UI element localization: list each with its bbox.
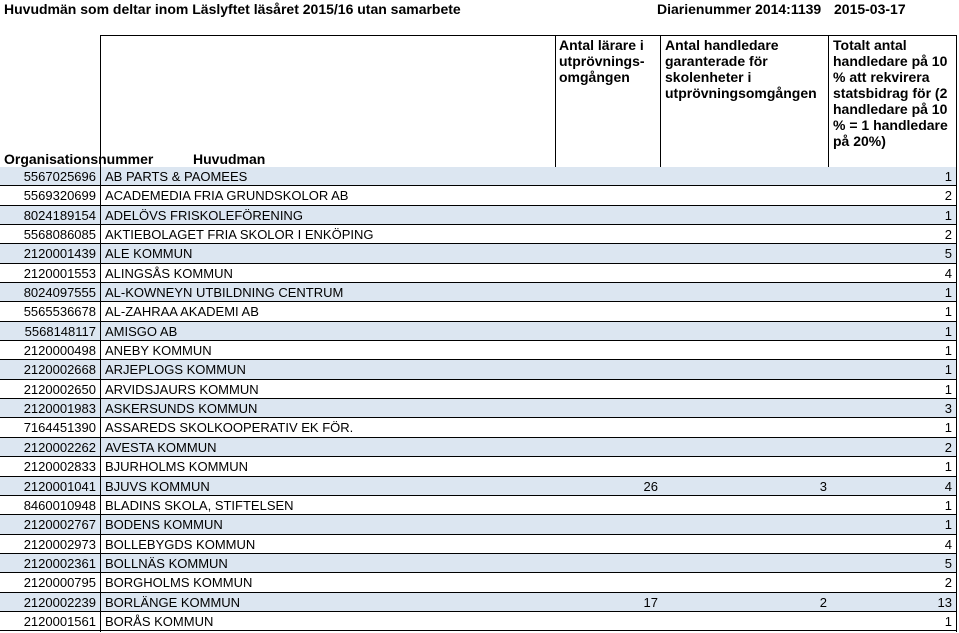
table-row bbox=[0, 593, 959, 612]
column-divider bbox=[660, 35, 661, 168]
table-row bbox=[0, 535, 959, 554]
cell-huvudman: BJURHOLMS KOMMUN bbox=[105, 459, 249, 475]
table-row bbox=[0, 302, 959, 321]
cell-huvudman: ALINGSÅS KOMMUN bbox=[105, 265, 233, 281]
cell-org: 2120001561 bbox=[23, 613, 96, 629]
table-row bbox=[0, 612, 959, 631]
column-divider bbox=[828, 35, 829, 168]
cell-huvudman: ADELÖVS FRISKOLEFÖRENING bbox=[105, 207, 303, 223]
cell-totalt: 1 bbox=[944, 497, 952, 513]
cell-org: 8024189154 bbox=[23, 207, 96, 223]
table-row bbox=[0, 167, 959, 186]
cell-org: 2120002668 bbox=[23, 362, 96, 378]
table-row bbox=[0, 554, 959, 573]
cell-totalt: 1 bbox=[944, 169, 952, 184]
cell-totalt: 4 bbox=[944, 478, 952, 494]
column-header-larare: Antal lärare i utprövnings-omgången bbox=[559, 37, 645, 85]
cell-huvudman: BORÅS KOMMUN bbox=[105, 613, 214, 629]
cell-totalt: 4 bbox=[944, 265, 952, 281]
cell-totalt: 1 bbox=[944, 207, 952, 223]
column-header-org: Organisationsnummer bbox=[4, 151, 154, 167]
cell-totalt: 1 bbox=[944, 381, 952, 397]
cell-totalt: 1 bbox=[944, 459, 952, 475]
table-row bbox=[0, 264, 959, 283]
table-row bbox=[0, 283, 959, 302]
table-row bbox=[0, 341, 959, 360]
cell-huvudman: ANEBY KOMMUN bbox=[105, 343, 212, 359]
table-row bbox=[0, 573, 959, 592]
table-row bbox=[0, 399, 959, 418]
cell-org: 2120002239 bbox=[23, 594, 96, 610]
cell-huvudman: BORGHOLMS KOMMUN bbox=[105, 575, 253, 591]
cell-larare: 17 bbox=[643, 594, 658, 610]
cell-totalt: 1 bbox=[944, 343, 952, 359]
document-title: Huvudmän som deltar inom Läslyftet läsåret 2015/16 utan samarbete bbox=[4, 1, 461, 17]
cell-totalt: 1 bbox=[944, 613, 952, 629]
table-row bbox=[0, 438, 959, 457]
document-date: 2015-03-17 bbox=[834, 1, 906, 17]
cell-org: 7164451390 bbox=[23, 420, 96, 436]
table-row bbox=[0, 244, 959, 263]
cell-org: 5565536678 bbox=[23, 304, 96, 320]
cell-totalt: 5 bbox=[944, 555, 952, 571]
cell-handledare: 2 bbox=[819, 594, 827, 610]
table-row bbox=[0, 457, 959, 476]
cell-huvudman: BLADINS SKOLA, STIFTELSEN bbox=[105, 497, 294, 513]
cell-huvudman: BOLLEBYGDS KOMMUN bbox=[105, 536, 256, 552]
cell-huvudman: AB PARTS & PAOMEES bbox=[105, 169, 248, 184]
table-row bbox=[0, 418, 959, 437]
cell-org: 2120001983 bbox=[23, 401, 96, 417]
cell-totalt: 2 bbox=[944, 575, 952, 591]
cell-totalt: 2 bbox=[944, 227, 952, 243]
cell-huvudman: AKTIEBOLAGET FRIA SKOLOR I ENKÖPING bbox=[105, 227, 374, 243]
cell-totalt: 1 bbox=[944, 517, 952, 533]
cell-huvudman: ASSAREDS SKOLKOOPERATIV EK FÖR. bbox=[105, 420, 354, 436]
cell-org: 2120002973 bbox=[23, 536, 96, 552]
cell-larare: 26 bbox=[643, 478, 658, 494]
table-body bbox=[0, 167, 959, 631]
column-divider bbox=[555, 35, 556, 168]
column-header-handledare: Antal handledare garanterade för skolenheter i utprövningsomgången bbox=[665, 37, 817, 101]
cell-huvudman: BJUVS KOMMUN bbox=[105, 478, 210, 494]
cell-huvudman: ACADEMEDIA FRIA GRUNDSKOLOR AB bbox=[105, 188, 349, 204]
cell-huvudman: ARVIDSJAURS KOMMUN bbox=[105, 381, 259, 397]
cell-org: 5568086085 bbox=[23, 227, 96, 243]
diarienummer: Diarienummer 2014:1139 bbox=[657, 1, 822, 17]
cell-org: 2120002650 bbox=[23, 381, 96, 397]
cell-org: 5568148117 bbox=[24, 323, 96, 339]
table-row bbox=[0, 515, 959, 534]
document-header bbox=[0, 0, 959, 17]
cell-totalt: 2 bbox=[944, 439, 952, 455]
cell-huvudman: AL-ZAHRAA AKADEMI AB bbox=[105, 304, 259, 320]
cell-huvudman: BORLÄNGE KOMMUN bbox=[105, 594, 241, 610]
table-row bbox=[0, 496, 959, 515]
table-row bbox=[0, 477, 959, 496]
cell-totalt: 1 bbox=[944, 304, 952, 320]
cell-totalt: 13 bbox=[937, 594, 952, 610]
cell-totalt: 3 bbox=[944, 401, 952, 417]
cell-huvudman: ASKERSUNDS KOMMUN bbox=[105, 401, 258, 417]
cell-huvudman: BOLLNÄS KOMMUN bbox=[105, 555, 228, 571]
cell-org: 5567025696 bbox=[23, 169, 96, 184]
cell-totalt: 5 bbox=[944, 246, 952, 262]
cell-totalt: 1 bbox=[944, 362, 952, 378]
cell-totalt: 1 bbox=[944, 285, 952, 301]
table-row bbox=[0, 322, 959, 341]
cell-totalt: 1 bbox=[944, 420, 952, 436]
cell-huvudman: BODENS KOMMUN bbox=[105, 517, 223, 533]
table-row bbox=[0, 186, 959, 205]
cell-org: 5569320699 bbox=[23, 188, 96, 204]
cell-org: 2120001553 bbox=[23, 265, 96, 281]
cell-org: 2120002361 bbox=[23, 555, 96, 571]
cell-huvudman: ALE KOMMUN bbox=[105, 246, 193, 262]
cell-huvudman: AL-KOWNEYN UTBILDNING CENTRUM bbox=[105, 285, 344, 301]
table-row bbox=[0, 360, 959, 379]
table-row bbox=[0, 225, 959, 244]
cell-org: 2120002767 bbox=[23, 517, 96, 533]
cell-org: 2120001041 bbox=[23, 478, 96, 494]
cell-org: 8460010948 bbox=[23, 497, 96, 513]
cell-huvudman: AMISGO AB bbox=[105, 323, 178, 339]
table-row bbox=[0, 380, 959, 399]
cell-org: 2120000795 bbox=[23, 575, 96, 591]
cell-org: 8024097555 bbox=[23, 285, 96, 301]
column-header-huvudman: Huvudman bbox=[193, 151, 266, 167]
cell-org: 2120001439 bbox=[23, 246, 96, 262]
cell-org: 2120000498 bbox=[23, 343, 96, 359]
cell-org: 2120002833 bbox=[23, 459, 96, 475]
cell-org: 2120002262 bbox=[23, 439, 96, 455]
cell-huvudman: AVESTA KOMMUN bbox=[105, 439, 217, 455]
cell-totalt: 4 bbox=[944, 536, 952, 552]
cell-handledare: 3 bbox=[819, 478, 827, 494]
cell-totalt: 1 bbox=[944, 323, 952, 339]
column-header-totalt: Totalt antal handledare på 10 % att rekvirera statsbidrag för (2 handledare på 10 % = 1 handledare på 20%) bbox=[833, 37, 948, 149]
table-row bbox=[0, 206, 959, 225]
cell-huvudman: ARJEPLOGS KOMMUN bbox=[105, 362, 246, 378]
cell-totalt: 2 bbox=[944, 188, 952, 204]
